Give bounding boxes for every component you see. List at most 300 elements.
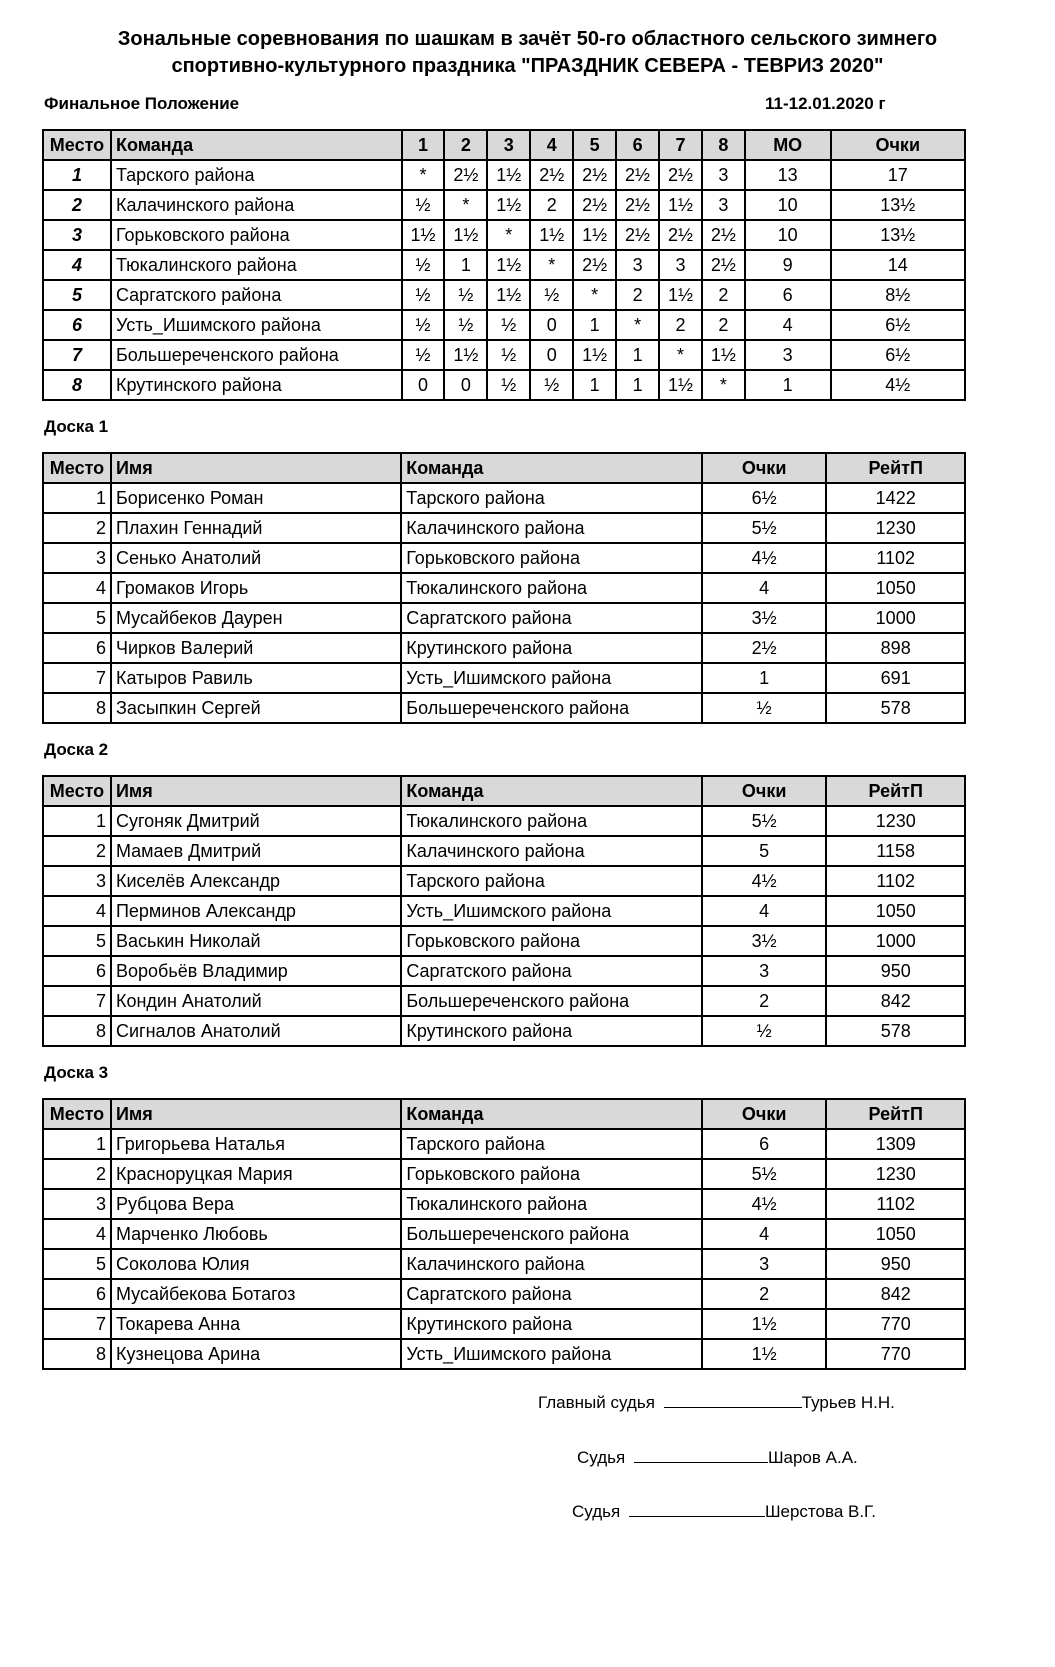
place-cell: 4 (43, 896, 111, 926)
signature-chief-judge (538, 1393, 895, 1413)
round-cell: 1½ (659, 280, 702, 310)
teams-table (42, 129, 966, 401)
table-row (43, 1339, 965, 1369)
points-cell: 4½ (702, 866, 827, 896)
round-cell: * (402, 160, 445, 190)
table-row (43, 633, 965, 663)
points-cell: 4 (702, 896, 827, 926)
table-row (43, 573, 965, 603)
board-1-label: Доска 1 (44, 417, 109, 436)
round-cell: * (573, 280, 616, 310)
round-cell: ½ (444, 280, 487, 310)
round-cell: 2½ (444, 160, 487, 190)
signature-judge-1 (577, 1448, 858, 1468)
points-cell: 4½ (831, 370, 966, 400)
round-cell: 0 (402, 370, 445, 400)
team-cell: Саргатского района (401, 1279, 702, 1309)
round-cell: * (659, 340, 702, 370)
points-cell: 5½ (702, 806, 827, 836)
points-cell: 2 (702, 986, 827, 1016)
rating-cell: 950 (826, 1249, 965, 1279)
player-name-cell: Плахин Геннадий (111, 513, 401, 543)
table-row (43, 986, 965, 1016)
round-cell: 3 (616, 250, 659, 280)
place-cell: 2 (43, 513, 111, 543)
col-round-2: 2 (444, 130, 487, 160)
col-round-7: 7 (659, 130, 702, 160)
rating-cell: 1050 (826, 1219, 965, 1249)
round-cell: ½ (530, 280, 573, 310)
col-round-4: 4 (530, 130, 573, 160)
round-cell: ½ (487, 370, 530, 400)
player-name-cell: Чирков Валерий (111, 633, 401, 663)
table-row (43, 1189, 965, 1219)
table-row (43, 1249, 965, 1279)
points-cell: 4½ (702, 543, 827, 573)
place-cell: 6 (43, 956, 111, 986)
signature-line (664, 1406, 802, 1408)
mo-cell: 3 (745, 340, 831, 370)
round-cell: 0 (444, 370, 487, 400)
player-name-cell: Мамаев Дмитрий (111, 836, 401, 866)
place-cell: 2 (43, 190, 111, 220)
place-cell: 8 (43, 370, 111, 400)
round-cell: 1½ (573, 340, 616, 370)
round-cell: ½ (402, 190, 445, 220)
table-row (43, 1159, 965, 1189)
col-place: Место (43, 776, 111, 806)
round-cell: * (444, 190, 487, 220)
round-cell: 2½ (616, 190, 659, 220)
board-2-label: Доска 2 (44, 740, 109, 759)
round-cell: 2½ (702, 250, 745, 280)
points-cell: 14 (831, 250, 966, 280)
col-team: Команда (401, 776, 702, 806)
team-cell: Саргатского района (111, 280, 402, 310)
team-cell: Калачинского района (401, 1249, 702, 1279)
rating-cell: 1158 (826, 836, 965, 866)
round-cell: 1½ (659, 190, 702, 220)
place-cell: 1 (43, 483, 111, 513)
signature-role: Судья (572, 1502, 621, 1521)
signature-line (629, 1515, 765, 1517)
rating-cell: 1000 (826, 603, 965, 633)
col-rating: РейтП (826, 1099, 965, 1129)
place-cell: 6 (43, 633, 111, 663)
player-name-cell: Сигналов Анатолий (111, 1016, 401, 1046)
mo-cell: 4 (745, 310, 831, 340)
document-title (0, 26, 1055, 80)
round-cell: * (702, 370, 745, 400)
points-cell: 5½ (702, 1159, 827, 1189)
table-row (43, 160, 965, 190)
points-cell: 4½ (702, 1189, 827, 1219)
round-cell: 1½ (487, 280, 530, 310)
points-cell: ½ (702, 1016, 827, 1046)
final-standings-label: Финальное Положение (44, 94, 240, 113)
rating-cell: 578 (826, 1016, 965, 1046)
rating-cell: 842 (826, 986, 965, 1016)
place-cell: 3 (43, 1189, 111, 1219)
place-cell: 3 (43, 866, 111, 896)
col-name: Имя (111, 1099, 401, 1129)
signature-judge-2 (572, 1502, 876, 1522)
board-table-body (43, 806, 965, 1046)
round-cell: 2½ (616, 160, 659, 190)
place-cell: 6 (43, 1279, 111, 1309)
team-cell: Горьковского района (401, 1159, 702, 1189)
round-cell: 0 (530, 310, 573, 340)
board-table-header (43, 1099, 965, 1129)
points-cell: 6 (702, 1129, 827, 1159)
signature-role: Главный судья (538, 1393, 655, 1412)
place-cell: 7 (43, 1309, 111, 1339)
table-row (43, 926, 965, 956)
title-line-2: спортивно-культурного праздника "ПРАЗДНИК СЕВЕРА - ТЕВРИЗ 2020" (171, 55, 884, 77)
points-cell: 3 (702, 1249, 827, 1279)
col-place: Место (43, 130, 111, 160)
table-row (43, 806, 965, 836)
table-row (43, 513, 965, 543)
round-cell: 2 (702, 310, 745, 340)
points-cell: 17 (831, 160, 966, 190)
player-name-cell: Кузнецова Арина (111, 1339, 401, 1369)
round-cell: * (530, 250, 573, 280)
place-cell: 2 (43, 1159, 111, 1189)
round-cell: 2½ (573, 250, 616, 280)
team-cell: Усть_Ишимского района (111, 310, 402, 340)
round-cell: 1½ (402, 220, 445, 250)
place-cell: 4 (43, 573, 111, 603)
board-3-label: Доска 3 (44, 1063, 109, 1082)
round-cell: ½ (402, 280, 445, 310)
round-cell: ½ (444, 310, 487, 340)
points-cell: 5 (702, 836, 827, 866)
team-cell: Крутинского района (111, 370, 402, 400)
round-cell: 0 (530, 340, 573, 370)
round-cell: * (487, 220, 530, 250)
round-cell: 2½ (573, 160, 616, 190)
place-cell: 8 (43, 1016, 111, 1046)
rating-cell: 1230 (826, 806, 965, 836)
round-cell: 1 (616, 340, 659, 370)
signature-role: Судья (577, 1448, 626, 1467)
round-cell: 2½ (530, 160, 573, 190)
points-cell: 13½ (831, 220, 966, 250)
round-cell: 3 (702, 190, 745, 220)
col-points: Очки (702, 453, 827, 483)
player-name-cell: Сенько Анатолий (111, 543, 401, 573)
points-cell: 2½ (702, 633, 827, 663)
round-cell: 1½ (659, 370, 702, 400)
team-cell: Тюкалинского района (401, 1189, 702, 1219)
player-name-cell: Рубцова Вера (111, 1189, 401, 1219)
round-cell: 1½ (444, 220, 487, 250)
rating-cell: 770 (826, 1309, 965, 1339)
round-cell: 2½ (659, 220, 702, 250)
mo-cell: 1 (745, 370, 831, 400)
round-cell: 3 (702, 160, 745, 190)
rating-cell: 578 (826, 693, 965, 723)
table-row (43, 663, 965, 693)
table-row (43, 1219, 965, 1249)
place-cell: 3 (43, 220, 111, 250)
col-points: Очки (702, 776, 827, 806)
round-cell: 1½ (487, 190, 530, 220)
round-cell: 2 (616, 280, 659, 310)
round-cell: ½ (402, 250, 445, 280)
rating-cell: 1000 (826, 926, 965, 956)
mo-cell: 10 (745, 220, 831, 250)
round-cell: 2½ (573, 190, 616, 220)
rating-cell: 1230 (826, 1159, 965, 1189)
rating-cell: 1050 (826, 573, 965, 603)
signature-name: Шаров А.А. (767, 1448, 858, 1467)
mo-cell: 13 (745, 160, 831, 190)
col-team: Команда (401, 1099, 702, 1129)
round-cell: 1½ (444, 340, 487, 370)
rating-cell: 1102 (826, 866, 965, 896)
col-round-8: 8 (702, 130, 745, 160)
player-name-cell: Токарева Анна (111, 1309, 401, 1339)
rating-cell: 1230 (826, 513, 965, 543)
team-cell: Тарского района (111, 160, 402, 190)
points-cell: 3½ (702, 603, 827, 633)
team-cell: Саргатского района (401, 603, 702, 633)
col-round-1: 1 (402, 130, 445, 160)
table-row (43, 310, 965, 340)
points-cell: 3 (702, 956, 827, 986)
team-cell: Тюкалинского района (401, 573, 702, 603)
player-name-cell: Воробьёв Владимир (111, 956, 401, 986)
table-row (43, 250, 965, 280)
col-place: Место (43, 1099, 111, 1129)
table-row (43, 1309, 965, 1339)
rating-cell: 898 (826, 633, 965, 663)
table-row (43, 220, 965, 250)
table-row (43, 836, 965, 866)
place-cell: 7 (43, 986, 111, 1016)
col-name: Имя (111, 776, 401, 806)
table-row (43, 603, 965, 633)
round-cell: 1½ (530, 220, 573, 250)
team-cell: Горьковского района (401, 926, 702, 956)
round-cell: 2½ (616, 220, 659, 250)
board-table-body (43, 483, 965, 723)
place-cell: 6 (43, 310, 111, 340)
round-cell: ½ (402, 340, 445, 370)
mo-cell: 6 (745, 280, 831, 310)
player-name-cell: Сугоняк Дмитрий (111, 806, 401, 836)
col-place: Место (43, 453, 111, 483)
col-round-6: 6 (616, 130, 659, 160)
team-cell: Усть_Ишимского района (401, 663, 702, 693)
round-cell: 3 (659, 250, 702, 280)
team-cell: Усть_Ишимского района (401, 1339, 702, 1369)
points-cell: 8½ (831, 280, 966, 310)
team-cell: Большереченского района (111, 340, 402, 370)
round-cell: 1 (616, 370, 659, 400)
round-cell: 1 (573, 310, 616, 340)
team-cell: Тюкалинского района (111, 250, 402, 280)
place-cell: 2 (43, 836, 111, 866)
table-row (43, 866, 965, 896)
player-name-cell: Марченко Любовь (111, 1219, 401, 1249)
rating-cell: 1309 (826, 1129, 965, 1159)
board-1-table (42, 452, 966, 724)
place-cell: 5 (43, 1249, 111, 1279)
mo-cell: 10 (745, 190, 831, 220)
round-cell: ½ (402, 310, 445, 340)
player-name-cell: Громаков Игорь (111, 573, 401, 603)
round-cell: 2½ (702, 220, 745, 250)
points-cell: 13½ (831, 190, 966, 220)
team-cell: Большереченского района (401, 1219, 702, 1249)
table-row (43, 280, 965, 310)
team-cell: Горьковского района (401, 543, 702, 573)
signature-name: Турьев Н.Н. (801, 1393, 895, 1412)
round-cell: ½ (487, 340, 530, 370)
team-cell: Большереченского района (401, 986, 702, 1016)
player-name-cell: Засыпкин Сергей (111, 693, 401, 723)
place-cell: 1 (43, 1129, 111, 1159)
round-cell: 2½ (659, 160, 702, 190)
place-cell: 1 (43, 160, 111, 190)
player-name-cell: Катыров Равиль (111, 663, 401, 693)
points-cell: 6½ (831, 310, 966, 340)
place-cell: 3 (43, 543, 111, 573)
place-cell: 5 (43, 603, 111, 633)
teams-table-header (43, 130, 965, 160)
points-cell: 1½ (702, 1339, 827, 1369)
player-name-cell: Мусайбекова Ботагоз (111, 1279, 401, 1309)
player-name-cell: Васькин Николай (111, 926, 401, 956)
board-table-header (43, 776, 965, 806)
col-mo: МО (745, 130, 831, 160)
team-cell: Калачинского района (401, 836, 702, 866)
table-row (43, 190, 965, 220)
place-cell: 7 (43, 340, 111, 370)
player-name-cell: Красноруцкая Мария (111, 1159, 401, 1189)
player-name-cell: Киселёв Александр (111, 866, 401, 896)
table-row (43, 1279, 965, 1309)
points-cell: 5½ (702, 513, 827, 543)
round-cell: 2 (530, 190, 573, 220)
col-team: Команда (111, 130, 402, 160)
teams-table-body (43, 160, 965, 400)
event-dates: 11-12.01.2020 г (765, 94, 886, 113)
round-cell: 2 (659, 310, 702, 340)
points-cell: 1 (702, 663, 827, 693)
col-points: Очки (831, 130, 966, 160)
points-cell: 6½ (702, 483, 827, 513)
signature-line (634, 1461, 768, 1463)
place-cell: 5 (43, 926, 111, 956)
rating-cell: 842 (826, 1279, 965, 1309)
team-cell: Крутинского района (401, 1309, 702, 1339)
team-cell: Крутинского района (401, 1016, 702, 1046)
team-cell: Горьковского района (111, 220, 402, 250)
rating-cell: 691 (826, 663, 965, 693)
place-cell: 8 (43, 693, 111, 723)
team-cell: Тюкалинского района (401, 806, 702, 836)
title-line-1: Зональные соревнования по шашкам в зачёт 50-го областного сельского зимнего (117, 28, 938, 50)
round-cell: 1 (444, 250, 487, 280)
rating-cell: 1422 (826, 483, 965, 513)
table-row (43, 370, 965, 400)
table-row (43, 483, 965, 513)
col-points: Очки (702, 1099, 827, 1129)
round-cell: ½ (530, 370, 573, 400)
rating-cell: 770 (826, 1339, 965, 1369)
player-name-cell: Соколова Юлия (111, 1249, 401, 1279)
points-cell: ½ (702, 693, 827, 723)
points-cell: 6½ (831, 340, 966, 370)
place-cell: 1 (43, 806, 111, 836)
col-round-3: 3 (487, 130, 530, 160)
table-row (43, 340, 965, 370)
table-row (43, 956, 965, 986)
table-row (43, 543, 965, 573)
team-cell: Тарского района (401, 866, 702, 896)
col-name: Имя (111, 453, 401, 483)
rating-cell: 950 (826, 956, 965, 986)
team-cell: Крутинского района (401, 633, 702, 663)
points-cell: 1½ (702, 1309, 827, 1339)
points-cell: 4 (702, 573, 827, 603)
table-row (43, 1129, 965, 1159)
player-name-cell: Перминов Александр (111, 896, 401, 926)
team-cell: Саргатского района (401, 956, 702, 986)
table-row (43, 1016, 965, 1046)
rating-cell: 1102 (826, 543, 965, 573)
round-cell: ½ (487, 310, 530, 340)
board-3-table (42, 1098, 966, 1370)
table-row (43, 693, 965, 723)
place-cell: 7 (43, 663, 111, 693)
team-cell: Усть_Ишимского района (401, 896, 702, 926)
player-name-cell: Борисенко Роман (111, 483, 401, 513)
round-cell: 1 (573, 370, 616, 400)
round-cell: 2 (702, 280, 745, 310)
round-cell: 1½ (702, 340, 745, 370)
rating-cell: 1050 (826, 896, 965, 926)
table-row (43, 896, 965, 926)
points-cell: 4 (702, 1219, 827, 1249)
player-name-cell: Мусайбеков Даурен (111, 603, 401, 633)
place-cell: 8 (43, 1339, 111, 1369)
place-cell: 5 (43, 280, 111, 310)
signature-name: Шерстова В.Г. (764, 1502, 876, 1521)
mo-cell: 9 (745, 250, 831, 280)
team-cell: Большереченского района (401, 693, 702, 723)
place-cell: 4 (43, 1219, 111, 1249)
board-table-header (43, 453, 965, 483)
col-round-5: 5 (573, 130, 616, 160)
col-team: Команда (401, 453, 702, 483)
team-cell: Тарского района (401, 483, 702, 513)
round-cell: * (616, 310, 659, 340)
player-name-cell: Григорьева Наталья (111, 1129, 401, 1159)
team-cell: Калачинского района (111, 190, 402, 220)
board-2-table (42, 775, 966, 1047)
round-cell: 1½ (573, 220, 616, 250)
team-cell: Калачинского района (401, 513, 702, 543)
points-cell: 2 (702, 1279, 827, 1309)
round-cell: 1½ (487, 160, 530, 190)
place-cell: 4 (43, 250, 111, 280)
rating-cell: 1102 (826, 1189, 965, 1219)
